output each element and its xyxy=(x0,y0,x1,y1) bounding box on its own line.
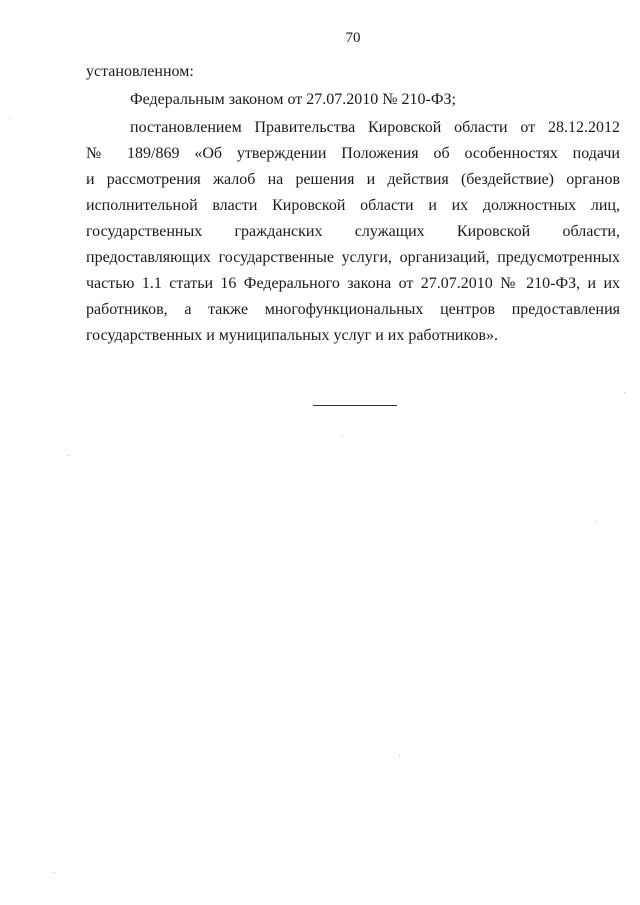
scan-speck xyxy=(399,755,400,756)
text-line: предоставляющих государственные услуги, организаций, предусмотренных xyxy=(86,249,620,266)
scan-speck xyxy=(624,392,625,393)
text-line: государственных гражданских служащих Кировской области, xyxy=(86,223,620,240)
page-number: 70 xyxy=(345,30,361,46)
scan-speck xyxy=(54,872,55,873)
end-divider xyxy=(313,405,397,406)
text-line: частью 1.1 статьи 16 Федерального закона от 27.07.2010 № 210-ФЗ, и их xyxy=(86,275,620,292)
scan-speck xyxy=(68,455,69,456)
text-line: установленном: xyxy=(86,63,194,80)
text-line: № 189/869 «Об утверждении Положения об особенностях подачи xyxy=(86,145,620,162)
text-line: исполнительной власти Кировской области и их должностных лиц, xyxy=(86,197,620,214)
scan-speck xyxy=(9,118,10,119)
scan-speck xyxy=(596,521,597,522)
text-line: государственных и муниципальных услуг и их работников». xyxy=(86,327,498,344)
text-line: Федеральным законом от 27.07.2010 № 210-ФЗ; xyxy=(130,91,456,108)
text-line: работников, а также многофункциональных центров предоставления xyxy=(86,301,620,318)
text-line: постановлением Правительства Кировской области от 28.12.2012 xyxy=(130,119,620,136)
text-line: и рассмотрения жалоб на решения и действия (бездействие) органов xyxy=(86,171,620,188)
scan-speck xyxy=(342,435,343,436)
